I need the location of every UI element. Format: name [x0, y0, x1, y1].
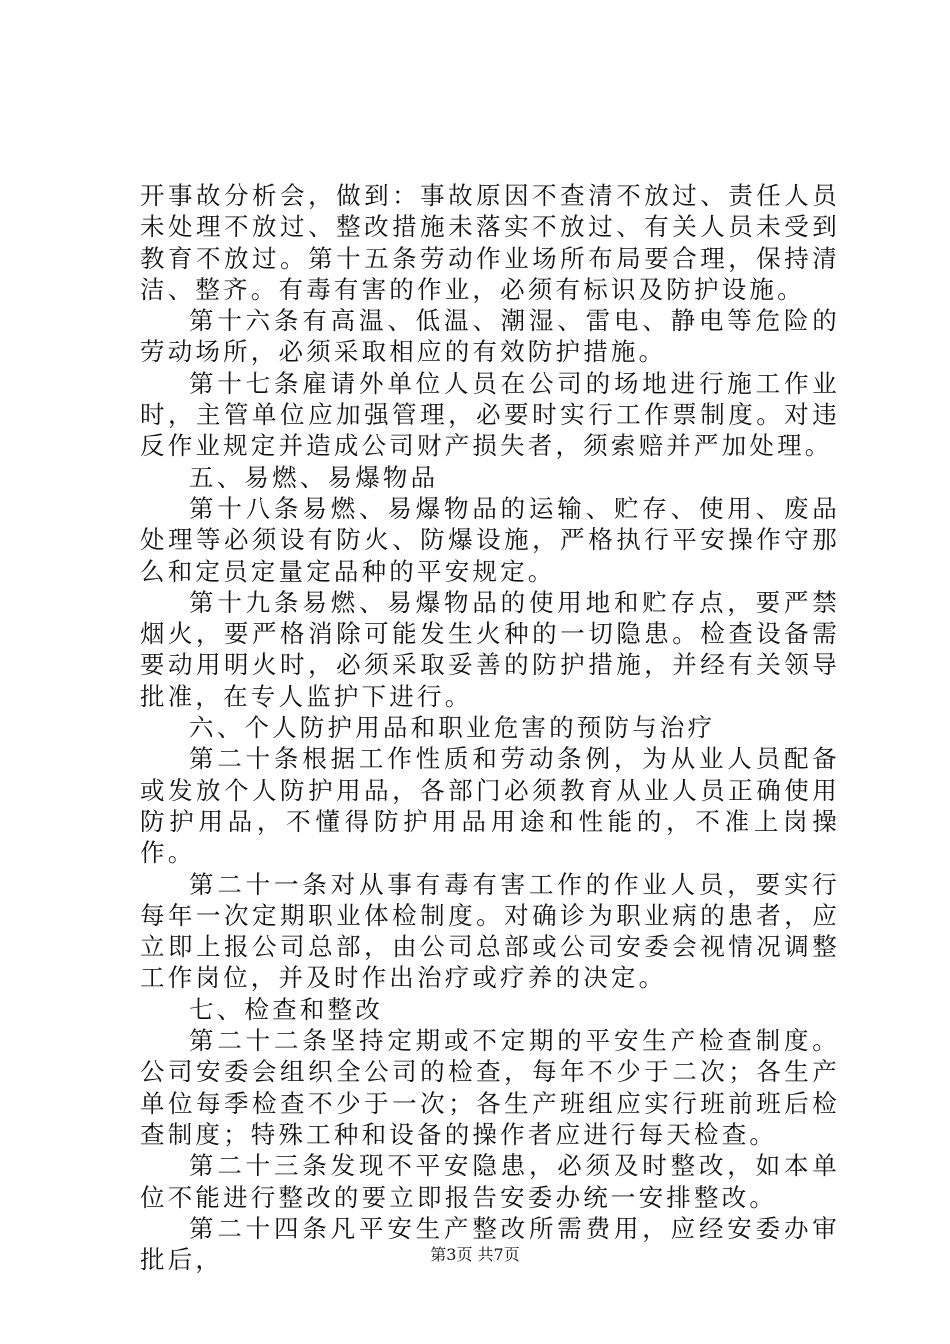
- paragraph-article-16: 第十六条有高温、低温、潮湿、雷电、静电等危险的劳动场所，必须采取相应的有效防护措施。: [140, 306, 840, 367]
- paragraph-1: 开事故分析会，做到：事故原因不查清不放过、责任人员未处理不放过、整改措施未落实不放过、有关人员未受到教育不放过。第十五条劳动作业场所布局要合理，保持清洁、整齐。有毒有害的作业，必须有标识及防护设施。: [140, 181, 840, 304]
- section-heading-5: 五、易燃、易爆物品: [189, 462, 439, 492]
- paragraph-article-23: 第二十三条发现不平安隐患，必须及时整改，如本单位不能进行整改的要立即报告安委办统一安排整改。: [140, 1151, 840, 1212]
- paragraph-article-19: 第十九条易燃、易爆物品的使用地和贮存点，要严禁烟火，要严格消除可能发生火种的一切隐患。检查设备需要动用明火时，必须采取妥善的防护措施，并经有关领导批准，在专人监护下进行。: [140, 587, 840, 711]
- paragraph-article-22: 第二十二条坚持定期或不定期的平安生产检查制度。公司安委会组织全公司的检查，每年不少于二次；各生产单位每季检查不少于一次；各生产班组应实行班前班后检查制度；特殊工种和设备的操作者应进行每天检查。: [140, 1026, 840, 1149]
- paragraph-article-21: 第二十一条对从事有毒有害工作的作业人员，要实行每年一次定期职业体检制度。对确诊为职业病的患者，应立即上报公司总部，由公司总部或公司安委会视情况调整工作岗位，并及时作出治疗或疗养的决定。: [140, 869, 840, 993]
- paragraph-article-24: 第二十四条凡平安生产整改所需费用，应经安委办审批后，: [140, 1213, 840, 1275]
- section-heading-7: 七、检查和整改: [189, 994, 383, 1024]
- document-body: [140, 180, 840, 1275]
- paragraph-article-17: 第十七条雇请外单位人员在公司的场地进行施工作业时，主管单位应加强管理，必要时实行工作票制度。对违反作业规定并造成公司财产损失者，须索赔并严加处理。: [140, 368, 840, 461]
- page-number-footer: 第3页 共7页: [430, 1245, 520, 1264]
- section-heading-6: 六、个人防护用品和职业危害的预防与治疗: [189, 713, 716, 743]
- paragraph-article-18: 第十八条易燃、易爆物品的运输、贮存、使用、废品处理等必须设有防火、防爆设施，严格执行平安操作守那么和定员定量定品种的平安规定。: [140, 493, 840, 586]
- paragraph-article-20: 第二十条根据工作性质和劳动条例，为从业人员配备或发放个人防护用品，各部门必须教育从业人员正确使用防护用品，不懂得防护用品用途和性能的，不准上岗操作。: [140, 744, 840, 868]
